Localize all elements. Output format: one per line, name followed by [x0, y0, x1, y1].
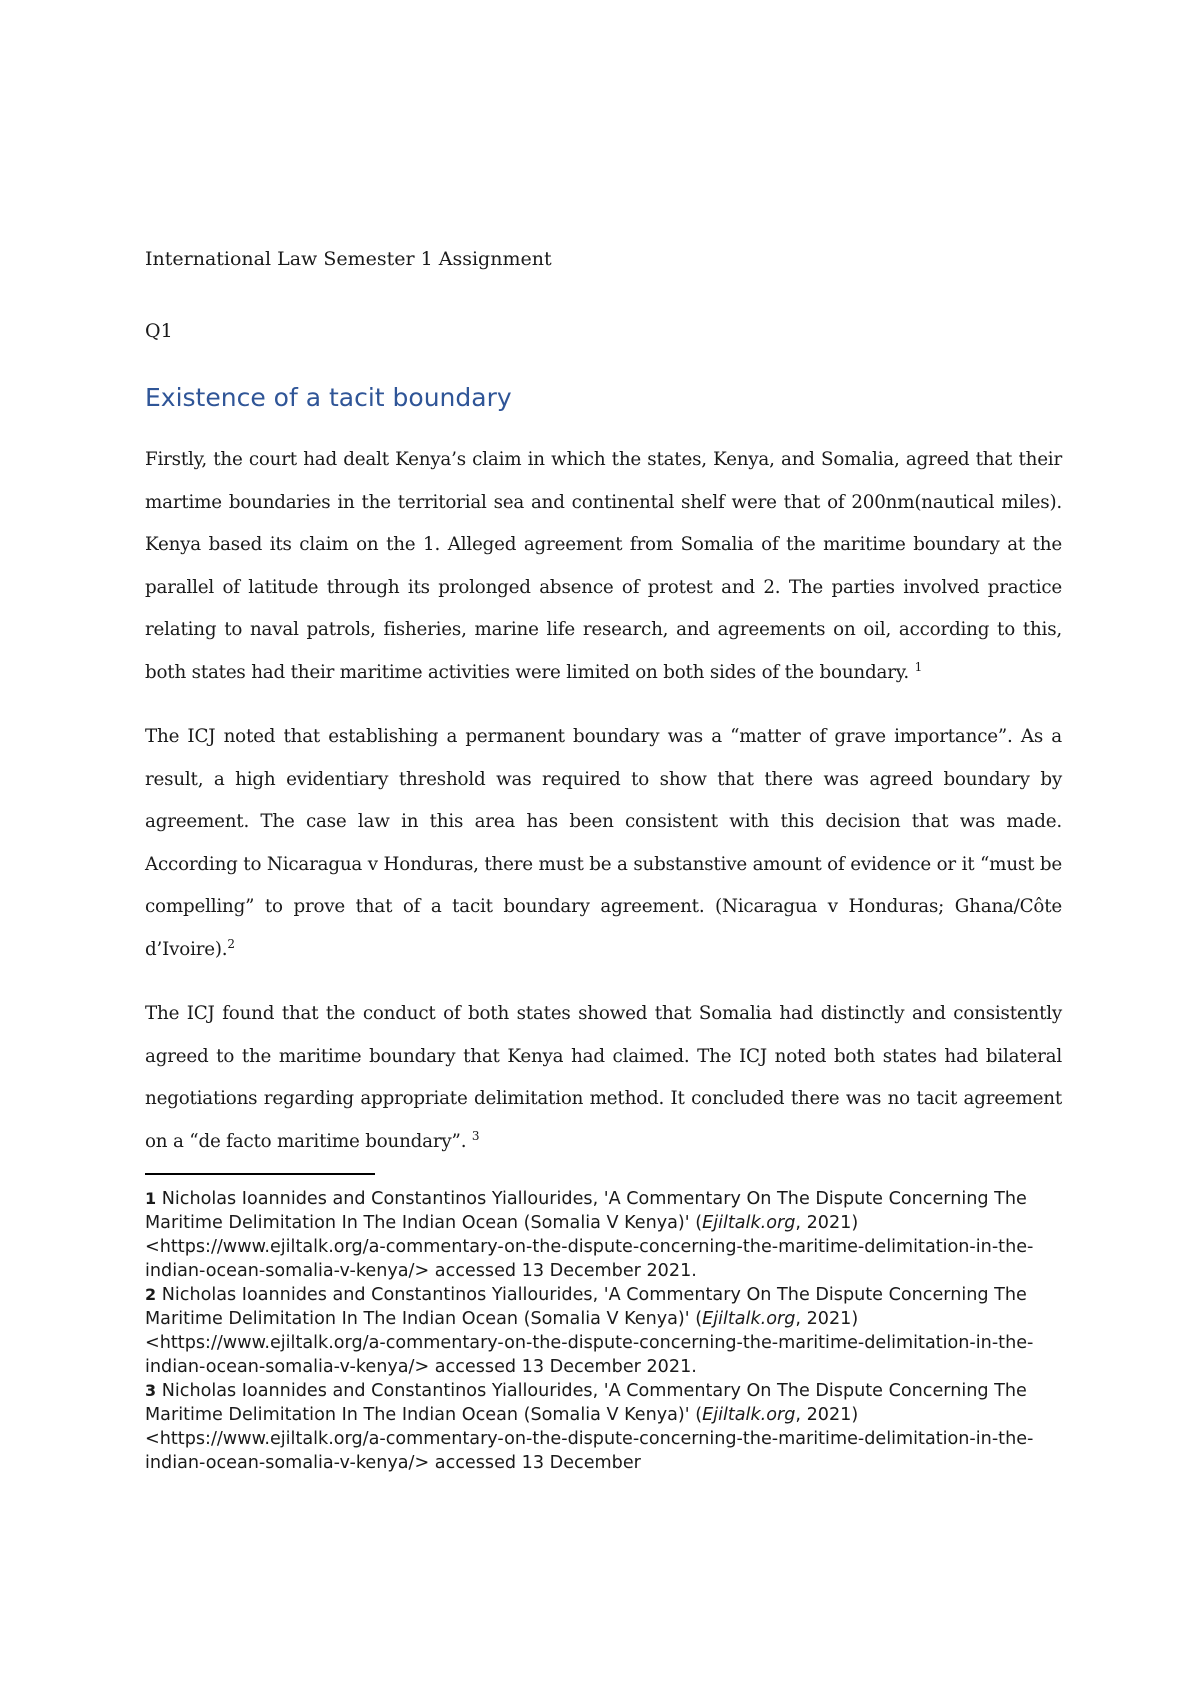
paragraph-2 [145, 716, 1062, 971]
footnote-ref-2[interactable]: 2 [227, 936, 235, 951]
paragraph-3 [145, 993, 1062, 1163]
footnote-3 [145, 1379, 1062, 1475]
paragraph-text: Firstly, the court had dealt Kenya’s claim in which the states, Kenya, and Somalia, agreed that their martime boundaries in the territorial sea and continental shelf were that of 200nm(nautical miles). Kenya based its claim on the 1. Alleged agreement from Somalia of the maritime boundary at the parallel of latitude through its prolonged absence of protest and 2. The parties involved practice relating to naval patrols, fisheries, marine life research, and agreements on oil, according to this, both states had their maritime activities were limited on both sides of the boundary. [145, 449, 1062, 683]
section-heading: Existence of a tacit boundary [145, 383, 512, 412]
footnote-2 [145, 1283, 1062, 1379]
document-title: International Law Semester 1 Assignment [145, 248, 552, 270]
footnote-text: Nicholas Ioannides and Constantinos Yiallourides, 'A Commentary On The Dispute Concerning The Maritime Delimitation In The Indian Ocean (Somalia V Kenya)' ( [145, 1285, 1027, 1329]
paragraph-text: The ICJ noted that establishing a permanent boundary was a “matter of grave importance”. As a result, a high evidentiary threshold was required to show that there was agreed boundary by agreement. The case law in this area has been consistent with this decision that was made. According to Nicaragua v Honduras, there must be a substanstive amount of evidence or it “must be compelling” to prove that of a tacit boundary agreement. (Nicaragua v Honduras; Ghana/Côte d’Ivoire). [145, 726, 1062, 960]
footnote-ref-3[interactable]: 3 [471, 1128, 480, 1143]
footnote-separator [145, 1173, 375, 1175]
question-label: Q1 [145, 320, 173, 342]
footnote-text: Nicholas Ioannides and Constantinos Yiallourides, 'A Commentary On The Dispute Concerning The Maritime Delimitation In The Indian Ocean (Somalia V Kenya)' ( [145, 1381, 1027, 1425]
footnote-source: Ejiltalk.org [702, 1405, 796, 1425]
footnote-ref-1[interactable]: 1 [914, 659, 923, 674]
footnote-number: 1 [145, 1189, 157, 1208]
page-content [145, 245, 1062, 1475]
footnote-link-text: , 2021) <https://www.ejiltalk.org/a-commentary-on-the-dispute-concerning-the-maritime-delimitation-in-the-indian-ocean-somalia-v-kenya/> accessed 13 December 2021. [145, 1213, 1034, 1281]
paragraph-text: The ICJ found that the conduct of both states showed that Somalia had distinctly and consistently agreed to the maritime boundary that Kenya had claimed. The ICJ noted both states had bilateral negotiations regarding appropriate delimitation method. It concluded there was no tacit agreement on a “de facto maritime boundary”. [145, 1003, 1062, 1152]
footnote-1 [145, 1187, 1062, 1283]
footnote-source: Ejiltalk.org [702, 1213, 796, 1233]
footnote-source: Ejiltalk.org [702, 1309, 796, 1329]
footnote-link-text: , 2021) <https://www.ejiltalk.org/a-commentary-on-the-dispute-concerning-the-maritime-delimitation-in-the-indian-ocean-somalia-v-kenya/> accessed 13 December [145, 1405, 1034, 1473]
footnote-link-text: , 2021) <https://www.ejiltalk.org/a-commentary-on-the-dispute-concerning-the-maritime-delimitation-in-the-indian-ocean-somalia-v-kenya/> accessed 13 December 2021. [145, 1309, 1034, 1377]
footnote-text: Nicholas Ioannides and Constantinos Yiallourides, 'A Commentary On The Dispute Concerning The Maritime Delimitation In The Indian Ocean (Somalia V Kenya)' ( [145, 1189, 1027, 1233]
footnote-number: 2 [145, 1285, 157, 1304]
paragraph-1 [145, 439, 1062, 694]
footnote-number: 3 [145, 1381, 157, 1400]
